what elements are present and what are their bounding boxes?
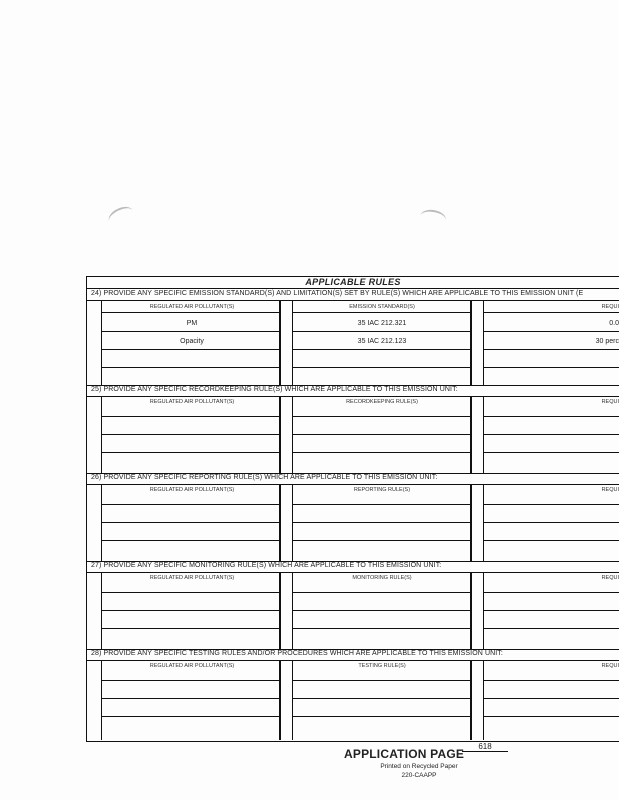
table-cell-pollutant: Opacity [180, 338, 204, 345]
row-line [101, 716, 279, 717]
row-line [101, 331, 279, 332]
row-line [292, 312, 470, 313]
column-rule-line [470, 397, 472, 473]
row-line [292, 452, 470, 453]
row-line [292, 434, 470, 435]
table-cell-requirement: 30 perc [595, 338, 619, 345]
row-line [292, 331, 470, 332]
column-rule-line [470, 661, 472, 740]
row-line [483, 610, 619, 611]
column-header-rule: TESTING RULE(S) [358, 663, 406, 669]
column-rule-line [101, 661, 102, 740]
column-header-pollutant: REGULATED AIR POLLUTANT(S) [149, 663, 235, 669]
column-rule-line [292, 573, 293, 649]
row-line [101, 504, 279, 505]
column-rule-line [279, 485, 281, 561]
section-title: 26) PROVIDE ANY SPECIFIC REPORTING RULE(S) WHICH ARE APPLICABLE TO THIS EMISSION UNIT: [91, 474, 438, 481]
row-line [101, 312, 279, 313]
row-line [483, 716, 619, 717]
row-line [292, 540, 470, 541]
row-line [101, 628, 279, 629]
row-line [483, 452, 619, 453]
column-rule-line [483, 573, 484, 649]
section-27-monitoring [87, 562, 619, 650]
column-rule-line [101, 301, 102, 385]
column-header-pollutant: REGULATED AIR POLLUTANT(S) [149, 575, 235, 581]
section-divider [87, 660, 619, 661]
application-page-label: APPLICATION PAGE [344, 747, 465, 761]
recycled-paper-note: Printed on Recycled Paper [380, 763, 458, 770]
section-divider [87, 484, 619, 485]
row-line [483, 416, 619, 417]
section-title: 27) PROVIDE ANY SPECIFIC MONITORING RULE(S) WHICH ARE APPLICABLE TO THIS EMISSION UNIT: [91, 562, 442, 569]
row-line [483, 367, 619, 368]
row-line [101, 522, 279, 523]
column-rule-line [292, 661, 293, 740]
row-line [483, 434, 619, 435]
table-cell-rule: 35 IAC 212.321 [357, 320, 407, 327]
column-header-pollutant: REGULATED AIR POLLUTANT(S) [149, 304, 235, 310]
title-divider [87, 288, 619, 289]
section-25-recordkeeping [87, 386, 619, 474]
form-title: APPLICABLE RULES [305, 277, 401, 287]
form-code: 220-CAAPP [401, 772, 437, 779]
column-rule-line [483, 485, 484, 561]
row-line [101, 680, 279, 681]
column-rule-line [483, 661, 484, 740]
section-divider [87, 572, 619, 573]
section-title: 28) PROVIDE ANY SPECIFIC TESTING RULES AND/OR PROCEDURES WHICH ARE APPLICABLE TO THIS EMISSION UNIT: [91, 650, 503, 657]
column-rule-line [483, 301, 484, 385]
row-line [292, 416, 470, 417]
column-header-rule: EMISSION STANDARD(S) [349, 304, 415, 310]
column-rule-line [101, 485, 102, 561]
table-cell-requirement: 0.0 [609, 320, 619, 327]
section-24-emission-standards [87, 290, 619, 386]
row-line [292, 504, 470, 505]
row-line [101, 698, 279, 699]
column-rule-line [279, 573, 281, 649]
column-header-requirement: REQUI [601, 575, 619, 581]
column-rule-line [470, 573, 472, 649]
column-rule-line [101, 397, 102, 473]
column-header-requirement: REQUI [601, 399, 619, 405]
column-header-rule: MONITORING RULE(S) [352, 575, 412, 581]
row-line [101, 349, 279, 350]
footer-note [374, 762, 464, 780]
row-line [101, 367, 279, 368]
column-rule-line [483, 397, 484, 473]
column-header-rule: RECORDKEEPING RULE(S) [346, 399, 418, 405]
row-line [292, 349, 470, 350]
row-line [483, 698, 619, 699]
row-line [483, 331, 619, 332]
row-line [101, 434, 279, 435]
row-line [483, 312, 619, 313]
row-line [292, 628, 470, 629]
column-rule-line [279, 397, 281, 473]
page-number: 618 [462, 742, 508, 752]
column-header-pollutant: REGULATED AIR POLLUTANT(S) [149, 399, 235, 405]
section-28-testing [87, 650, 619, 740]
row-line [292, 716, 470, 717]
row-line [483, 628, 619, 629]
row-line [101, 610, 279, 611]
column-rule-line [292, 301, 293, 385]
column-rule-line [470, 301, 472, 385]
column-header-requirement: REQUI [601, 487, 619, 493]
row-line [292, 610, 470, 611]
section-divider [87, 300, 619, 301]
column-rule-line [101, 573, 102, 649]
row-line [483, 592, 619, 593]
column-header-requirement: REQUI [601, 663, 619, 669]
section-divider [87, 396, 619, 397]
row-line [483, 504, 619, 505]
row-line [292, 680, 470, 681]
row-line [483, 680, 619, 681]
column-header-rule: REPORTING RULE(S) [353, 487, 411, 493]
column-rule-line [279, 301, 281, 385]
row-line [483, 522, 619, 523]
row-line [292, 522, 470, 523]
column-header-requirement: REQUI [601, 304, 619, 310]
row-line [292, 698, 470, 699]
row-line [483, 540, 619, 541]
section-title: 24) PROVIDE ANY SPECIFIC EMISSION STANDARD(S) AND LIMITATION(S) SET BY RULE(S) WHICH ARE APPLICABLE TO THIS EMISSION UNIT (E [91, 290, 584, 297]
table-cell-pollutant: PM [186, 320, 198, 327]
section-26-reporting [87, 474, 619, 562]
row-line [101, 416, 279, 417]
column-rule-line [292, 485, 293, 561]
applicable-rules-form [86, 276, 619, 742]
row-line [292, 367, 470, 368]
column-header-pollutant: REGULATED AIR POLLUTANT(S) [149, 487, 235, 493]
section-title: 25) PROVIDE ANY SPECIFIC RECORDKEEPING RULE(S) WHICH ARE APPLICABLE TO THIS EMISSION UNIT: [91, 386, 458, 393]
row-line [292, 592, 470, 593]
row-line [101, 592, 279, 593]
row-line [101, 452, 279, 453]
column-rule-line [292, 397, 293, 473]
row-line [483, 349, 619, 350]
column-rule-line [279, 661, 281, 740]
column-rule-line [470, 485, 472, 561]
row-line [101, 540, 279, 541]
table-cell-rule: 35 IAC 212.123 [357, 338, 407, 345]
